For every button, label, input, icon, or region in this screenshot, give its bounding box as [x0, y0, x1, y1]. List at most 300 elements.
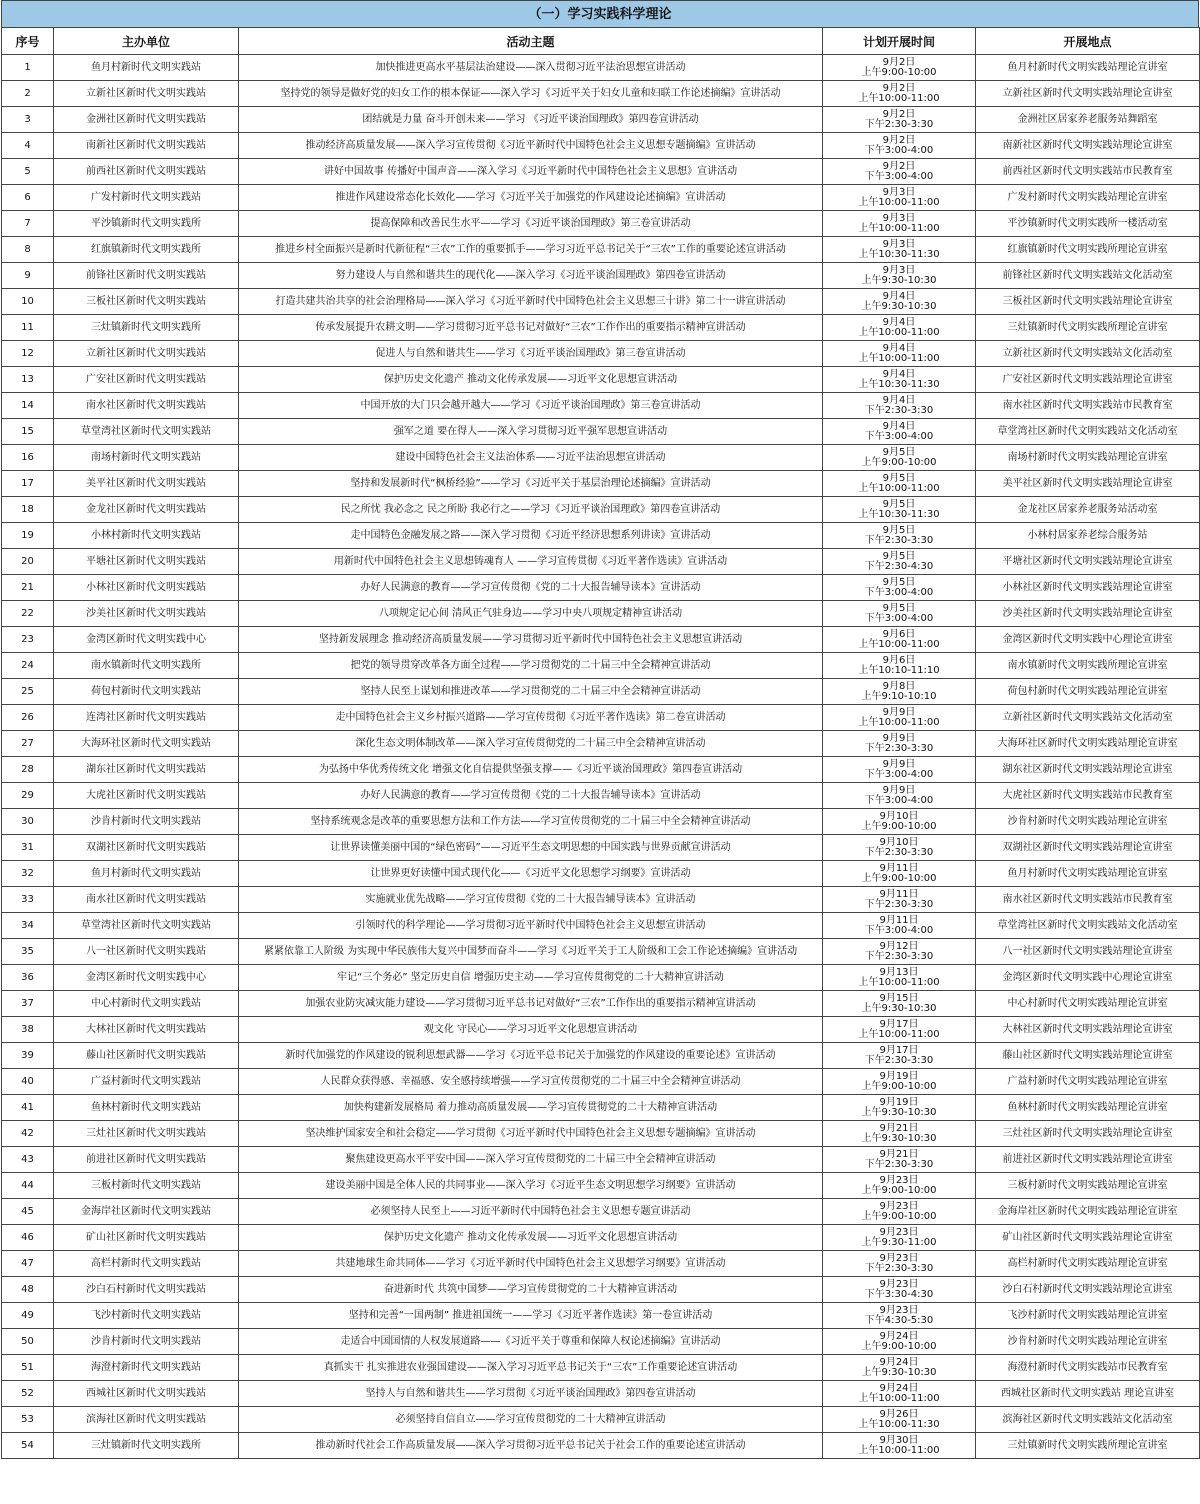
- row-index: 41: [2, 1095, 54, 1121]
- row-index: 37: [2, 991, 54, 1017]
- row-location: 沙美社区新时代文明实践站理论宣讲室: [976, 601, 1200, 627]
- row-hours: 上午10:00-11:00: [858, 92, 940, 104]
- row-theme: 坚持人与自然和谐共生——学习贯彻《习近平谈治国理政》第四卷宣讲活动: [239, 1381, 823, 1407]
- row-hours: 上午10:00-11:00: [858, 716, 940, 728]
- row-index: 48: [2, 1277, 54, 1303]
- section-title: （一）学习实践科学理论: [1, 0, 1199, 27]
- header-index: 序号: [2, 28, 54, 55]
- row-index: 2: [2, 81, 54, 107]
- row-location: 滨海社区新时代文明实践站文化活动室: [976, 1407, 1200, 1433]
- row-index: 21: [2, 575, 54, 601]
- row-theme: 打造共建共治共享的社会治理格局——深入学习《习近平新时代中国特色社会主义思想三十讲》第二十一讲宣讲活动: [239, 289, 823, 315]
- row-date: 9月13日: [879, 966, 919, 978]
- row-time: [823, 107, 976, 133]
- row-organizer: 红旗镇新时代文明实践所: [54, 237, 239, 263]
- table-row: [2, 939, 1200, 965]
- table-row: [2, 1173, 1200, 1199]
- row-date: 9月26日: [879, 1408, 919, 1420]
- row-index: 7: [2, 211, 54, 237]
- table-row: [2, 341, 1200, 367]
- row-hours: 下午4:30-5:30: [864, 1314, 934, 1326]
- row-location: 藤山社区新时代文明实践站理论宣讲室: [976, 1043, 1200, 1069]
- table-row: [2, 1043, 1200, 1069]
- row-time: [823, 1329, 976, 1355]
- table-row: [2, 757, 1200, 783]
- row-time: [823, 1147, 976, 1173]
- row-date: 9月4日: [882, 420, 916, 432]
- row-date: 9月9日: [882, 758, 916, 770]
- row-location: 飞沙村新时代文明实践站理论宣讲室: [976, 1303, 1200, 1329]
- row-time: [823, 1303, 976, 1329]
- row-time: [823, 289, 976, 315]
- row-location: 鱼林村新时代文明实践站理论宣讲室: [976, 1095, 1200, 1121]
- row-time: [823, 497, 976, 523]
- row-organizer: 南场村新时代文明实践站: [54, 445, 239, 471]
- row-organizer: 草堂湾社区新时代文明实践站: [54, 419, 239, 445]
- row-organizer: 沙肯村新时代文明实践站: [54, 1329, 239, 1355]
- row-location: 大虎社区新时代文明实践站市民教育室: [976, 783, 1200, 809]
- row-theme: 促进人与自然和谐共生——学习《习近平谈治国理政》第三卷宣讲活动: [239, 341, 823, 367]
- row-hours: 上午10:30-11:30: [858, 248, 940, 260]
- row-index: 34: [2, 913, 54, 939]
- row-organizer: 大林社区新时代文明实践站: [54, 1017, 239, 1043]
- row-time: [823, 211, 976, 237]
- row-hours: 上午9:00-10:00: [861, 66, 937, 78]
- row-theme: 坚持新发展理念 推动经济高质量发展——学习贯彻习近平新时代中国特色社会主义思想宣讲活动: [239, 627, 823, 653]
- table-row: [2, 1381, 1200, 1407]
- table-row: [2, 185, 1200, 211]
- row-organizer: 飞沙村新时代文明实践站: [54, 1303, 239, 1329]
- row-date: 9月19日: [879, 1070, 919, 1082]
- row-index: 45: [2, 1199, 54, 1225]
- row-time: [823, 185, 976, 211]
- row-theme: 坚持系统观念是改革的重要思想方法和工作方法——学习宣传贯彻党的二十届三中全会精神宣讲活动: [239, 809, 823, 835]
- row-time: [823, 133, 976, 159]
- row-organizer: 广益村新时代文明实践站: [54, 1069, 239, 1095]
- row-organizer: 三板村新时代文明实践站: [54, 1173, 239, 1199]
- table-row: [2, 861, 1200, 887]
- row-time: [823, 1043, 976, 1069]
- row-location: 南水社区新时代文明实践站市民教育室: [976, 887, 1200, 913]
- row-organizer: 三板社区新时代文明实践站: [54, 289, 239, 315]
- row-location: 三板社区新时代文明实践站理论宣讲室: [976, 289, 1200, 315]
- row-organizer: 金湾区新时代文明实践中心: [54, 965, 239, 991]
- table-row: [2, 991, 1200, 1017]
- table-row: [2, 523, 1200, 549]
- row-hours: 上午10:00-11:00: [858, 352, 940, 364]
- row-location: 鱼月村新时代文明实践站理论宣讲室: [976, 861, 1200, 887]
- table-row: [2, 1199, 1200, 1225]
- row-time: [823, 1277, 976, 1303]
- row-index: 12: [2, 341, 54, 367]
- table-row: [2, 367, 1200, 393]
- table-row: [2, 549, 1200, 575]
- row-date: 9月4日: [882, 368, 916, 380]
- row-hours: 上午9:30-11:00: [861, 1236, 937, 1248]
- row-date: 9月2日: [882, 108, 916, 120]
- schedule-page: [1, 0, 1199, 1459]
- table-row: [2, 211, 1200, 237]
- row-theme: 努力建设人与自然和谐共生的现代化——深入学习《习近平谈治国理政》第四卷宣讲活动: [239, 263, 823, 289]
- row-theme: 奋进新时代 共筑中国梦——学习宣传贯彻党的二十大精神宣讲活动: [239, 1277, 823, 1303]
- row-time: [823, 1381, 976, 1407]
- row-date: 9月5日: [882, 550, 916, 562]
- table-row: [2, 393, 1200, 419]
- table-row: [2, 1433, 1200, 1459]
- row-location: 八一社区新时代文明实践站理论宣讲室: [976, 939, 1200, 965]
- row-theme: 紧紧依靠工人阶级 为实现中华民族伟大复兴中国梦而奋斗——学习《习近平关于工人阶级和工会工作论述摘编》宣讲活动: [239, 939, 823, 965]
- table-row: [2, 55, 1200, 81]
- row-theme: 八项规定记心间 清风正气驻身边——学习中央八项规定精神宣讲活动: [239, 601, 823, 627]
- row-time: [823, 341, 976, 367]
- row-time: [823, 887, 976, 913]
- row-location: 美平社区新时代文明实践站理论宣讲室: [976, 471, 1200, 497]
- row-location: 中心村新时代文明实践站理论宣讲室: [976, 991, 1200, 1017]
- row-hours: 上午10:30-11:30: [858, 378, 940, 390]
- row-organizer: 金湾区新时代文明实践中心: [54, 627, 239, 653]
- row-index: 11: [2, 315, 54, 341]
- row-time: [823, 1407, 976, 1433]
- table-row: [2, 159, 1200, 185]
- row-theme: 坚持和发展新时代“枫桥经验”——学习《习近平关于基层治理论述摘编》宣讲活动: [239, 471, 823, 497]
- table-row: [2, 1121, 1200, 1147]
- row-location: 小林社区新时代文明实践站理论宣讲室: [976, 575, 1200, 601]
- table-row: [2, 809, 1200, 835]
- row-organizer: 金龙社区新时代文明实践站: [54, 497, 239, 523]
- row-time: [823, 393, 976, 419]
- row-index: 40: [2, 1069, 54, 1095]
- row-date: 9月11日: [879, 888, 919, 900]
- row-hours: 上午10:00-11:00: [858, 1392, 940, 1404]
- row-time: [823, 159, 976, 185]
- header-organizer: 主办单位: [54, 28, 239, 55]
- row-time: [823, 757, 976, 783]
- row-organizer: 矿山社区新时代文明实践站: [54, 1225, 239, 1251]
- row-time: [823, 705, 976, 731]
- row-time: [823, 575, 976, 601]
- row-organizer: 高栏村新时代文明实践站: [54, 1251, 239, 1277]
- row-hours: 上午9:00-10:00: [861, 820, 937, 832]
- header-row: [2, 28, 1200, 55]
- row-theme: 办好人民满意的教育——学习宣传贯彻《党的二十大报告辅导读本》宣讲活动: [239, 783, 823, 809]
- row-organizer: 鱼月村新时代文明实践站: [54, 55, 239, 81]
- row-index: 19: [2, 523, 54, 549]
- row-date: 9月3日: [882, 264, 916, 276]
- row-date: 9月2日: [882, 82, 916, 94]
- row-location: 大林社区新时代文明实践站理论宣讲室: [976, 1017, 1200, 1043]
- row-location: 西城社区新时代文明实践站 理论宣讲室: [976, 1381, 1200, 1407]
- row-index: 50: [2, 1329, 54, 1355]
- row-hours: 上午10:00-11:00: [858, 196, 940, 208]
- table-row: [2, 237, 1200, 263]
- row-hours: 上午10:10-11:10: [858, 664, 940, 676]
- row-organizer: 广发村新时代文明实践站: [54, 185, 239, 211]
- row-location: 南水社区新时代文明实践站市民教育室: [976, 393, 1200, 419]
- row-theme: 加强农业防灾减灾能力建设——学习贯彻习近平总书记对做好“三农”工作作出的重要指示精神宣讲活动: [239, 991, 823, 1017]
- table-row: [2, 497, 1200, 523]
- row-time: [823, 549, 976, 575]
- row-theme: 牢记“三个务必” 坚定历史自信 增强历史主动——学习宣传贯彻党的二十大精神宣讲活动: [239, 965, 823, 991]
- row-organizer: 八一社区新时代文明实践站: [54, 939, 239, 965]
- table-row: [2, 289, 1200, 315]
- row-hours: 上午9:30-10:30: [861, 274, 937, 286]
- row-index: 23: [2, 627, 54, 653]
- row-date: 9月5日: [882, 472, 916, 484]
- row-time: [823, 1251, 976, 1277]
- row-organizer: 平塘社区新时代文明实践站: [54, 549, 239, 575]
- row-theme: 新时代加强党的作风建设的锐利思想武器——学习《习近平总书记关于加强党的作风建设的重要论述》宣讲活动: [239, 1043, 823, 1069]
- row-date: 9月24日: [879, 1382, 919, 1394]
- row-time: [823, 783, 976, 809]
- row-index: 54: [2, 1433, 54, 1459]
- row-date: 9月21日: [879, 1148, 919, 1160]
- row-organizer: 金洲社区新时代文明实践站: [54, 107, 239, 133]
- header-location: 开展地点: [976, 28, 1200, 55]
- row-location: 沙白石村新时代文明实践站理论宣讲室: [976, 1277, 1200, 1303]
- row-hours: 下午3:00-4:00: [864, 612, 934, 624]
- row-hours: 下午2:30-4:30: [864, 560, 934, 572]
- row-theme: 保护历史文化遗产 推动文化传承发展——习近平文化思想宣讲活动: [239, 1225, 823, 1251]
- row-index: 36: [2, 965, 54, 991]
- row-organizer: 平沙镇新时代文明实践所: [54, 211, 239, 237]
- table-body: [2, 55, 1200, 1459]
- row-time: [823, 419, 976, 445]
- row-location: 广发村新时代文明实践站理论宣讲室: [976, 185, 1200, 211]
- header-time: 计划开展时间: [823, 28, 976, 55]
- row-index: 31: [2, 835, 54, 861]
- row-theme: 共建地球生命共同体——学习《习近平新时代中国特色社会主义思想学习纲要》宣讲活动: [239, 1251, 823, 1277]
- row-index: 32: [2, 861, 54, 887]
- row-time: [823, 1121, 976, 1147]
- row-date: 9月2日: [882, 160, 916, 172]
- row-date: 9月23日: [879, 1304, 919, 1316]
- row-time: [823, 445, 976, 471]
- row-location: 金洲社区居家养老服务站舞蹈室: [976, 107, 1200, 133]
- row-organizer: 鱼林村新时代文明实践站: [54, 1095, 239, 1121]
- row-hours: 下午2:30-3:30: [864, 846, 934, 858]
- row-time: [823, 1225, 976, 1251]
- row-organizer: 西城社区新时代文明实践站: [54, 1381, 239, 1407]
- row-theme: 提高保障和改善民生水平——学习《习近平谈治国理政》第三卷宣讲活动: [239, 211, 823, 237]
- row-theme: 把党的领导贯穿改革各方面全过程——学习贯彻党的二十届三中全会精神宣讲活动: [239, 653, 823, 679]
- row-date: 9月30日: [879, 1434, 919, 1446]
- row-theme: 推进乡村全面振兴是新时代新征程“三农”工作的重要抓手——学习习近平总书记关于“三农”工作的重要论述宣讲活动: [239, 237, 823, 263]
- row-index: 29: [2, 783, 54, 809]
- row-hours: 上午9:00-10:00: [861, 1184, 937, 1196]
- row-location: 沙肯村新时代文明实践站理论宣讲室: [976, 809, 1200, 835]
- row-time: [823, 731, 976, 757]
- table-row: [2, 1225, 1200, 1251]
- row-index: 13: [2, 367, 54, 393]
- table-row: [2, 1407, 1200, 1433]
- row-date: 9月24日: [879, 1356, 919, 1368]
- row-date: 9月23日: [879, 1226, 919, 1238]
- table-row: [2, 653, 1200, 679]
- row-time: [823, 523, 976, 549]
- row-time: [823, 367, 976, 393]
- row-location: 南新社区新时代文明实践站理论宣讲室: [976, 133, 1200, 159]
- row-hours: 上午9:30-10:30: [861, 1106, 937, 1118]
- row-time: [823, 1069, 976, 1095]
- table-row: [2, 913, 1200, 939]
- row-time: [823, 861, 976, 887]
- row-location: 湖东社区新时代文明实践站理论宣讲室: [976, 757, 1200, 783]
- row-location: 海澄村新时代文明实践站市民教育室: [976, 1355, 1200, 1381]
- row-hours: 上午10:00-11:30: [858, 1418, 940, 1430]
- row-hours: 上午9:10-10:10: [861, 690, 937, 702]
- row-theme: 建设美丽中国是全体人民的共同事业——深入学习《习近平生态文明思想学习纲要》宣讲活动: [239, 1173, 823, 1199]
- activity-table: [1, 27, 1200, 1459]
- row-hours: 上午10:00-11:00: [858, 326, 940, 338]
- row-theme: 用新时代中国特色社会主义思想铸魂育人 ——学习宣传贯彻《习近平著作选读》宣讲活动: [239, 549, 823, 575]
- row-organizer: 鱼月村新时代文明实践站: [54, 861, 239, 887]
- row-index: 15: [2, 419, 54, 445]
- row-time: [823, 965, 976, 991]
- row-hours: 上午10:00-11:00: [858, 1028, 940, 1040]
- row-organizer: 三灶镇新时代文明实践所: [54, 315, 239, 341]
- row-theme: 让世界更好读懂中国式现代化——《习近平文化思想学习纲要》宣讲活动: [239, 861, 823, 887]
- table-row: [2, 731, 1200, 757]
- row-organizer: 南新社区新时代文明实践站: [54, 133, 239, 159]
- table-row: [2, 705, 1200, 731]
- row-location: 前进社区新时代文明实践站理论宣讲室: [976, 1147, 1200, 1173]
- row-location: 前西社区新时代文明实践站市民教育室: [976, 159, 1200, 185]
- row-hours: 下午2:30-3:30: [864, 534, 934, 546]
- row-location: 立新社区新时代文明实践站文化活动室: [976, 705, 1200, 731]
- row-date: 9月8日: [882, 680, 916, 692]
- row-theme: 讲好中国故事 传播好中国声音——深入学习《习近平新时代中国特色社会主义思想》宣讲活动: [239, 159, 823, 185]
- row-index: 42: [2, 1121, 54, 1147]
- row-organizer: 金海岸社区新时代文明实践站: [54, 1199, 239, 1225]
- row-date: 9月5日: [882, 602, 916, 614]
- row-organizer: 藤山社区新时代文明实践站: [54, 1043, 239, 1069]
- row-date: 9月5日: [882, 446, 916, 458]
- row-date: 9月4日: [882, 316, 916, 328]
- table-row: [2, 1355, 1200, 1381]
- row-location: 金海岸社区新时代文明实践站理论宣讲室: [976, 1199, 1200, 1225]
- table-row: [2, 835, 1200, 861]
- row-theme: 为弘扬中华优秀传统文化 增强文化自信提供坚强支撑——《习近平谈治国理政》第四卷宣讲活动: [239, 757, 823, 783]
- row-index: 27: [2, 731, 54, 757]
- row-theme: 让世界读懂美丽中国的“绿色密码”——习近平生态文明思想的中国实践与世界贡献宣讲活动: [239, 835, 823, 861]
- row-theme: 观文化 守民心——学习习近平文化思想宣讲活动: [239, 1017, 823, 1043]
- row-hours: 下午2:30-3:30: [864, 1158, 934, 1170]
- row-organizer: 三灶社区新时代文明实践站: [54, 1121, 239, 1147]
- row-theme: 传承发展提升农耕文明——学习贯彻习近平总书记对做好“三农”工作作出的重要指示精神宣讲活动: [239, 315, 823, 341]
- row-hours: 上午9:00-10:00: [861, 872, 937, 884]
- row-index: 9: [2, 263, 54, 289]
- table-row: [2, 1329, 1200, 1355]
- row-date: 9月12日: [879, 940, 919, 952]
- table-row: [2, 1095, 1200, 1121]
- row-organizer: 前西社区新时代文明实践站: [54, 159, 239, 185]
- row-location: 沙肯村新时代文明实践站理论宣讲室: [976, 1329, 1200, 1355]
- row-organizer: 前进社区新时代文明实践站: [54, 1147, 239, 1173]
- table-row: [2, 887, 1200, 913]
- row-date: 9月5日: [882, 498, 916, 510]
- row-index: 43: [2, 1147, 54, 1173]
- row-theme: 走中国特色社会主义乡村振兴道路——学习宣传贯彻《习近平著作选读》第二卷宣讲活动: [239, 705, 823, 731]
- row-date: 9月17日: [879, 1044, 919, 1056]
- row-time: [823, 471, 976, 497]
- row-time: [823, 1017, 976, 1043]
- row-theme: 引领时代的科学理论——学习贯彻习近平新时代中国特色社会主义思想宣讲活动: [239, 913, 823, 939]
- row-location: 金湾区新时代文明实践中心理论宣讲室: [976, 627, 1200, 653]
- row-date: 9月4日: [882, 394, 916, 406]
- row-index: 14: [2, 393, 54, 419]
- row-location: 广安社区新时代文明实践站理论宣讲室: [976, 367, 1200, 393]
- row-hours: 下午3:00-4:00: [864, 144, 934, 156]
- row-index: 4: [2, 133, 54, 159]
- row-index: 25: [2, 679, 54, 705]
- row-location: 小林村居家养老综合服务站: [976, 523, 1200, 549]
- row-index: 49: [2, 1303, 54, 1329]
- row-theme: 推动经济高质量发展——深入学习宣传贯彻《习近平新时代中国特色社会主义思想专题摘编》宣讲活动: [239, 133, 823, 159]
- row-organizer: 沙美社区新时代文明实践站: [54, 601, 239, 627]
- row-location: 草堂湾社区新时代文明实践站文化活动室: [976, 913, 1200, 939]
- row-theme: 强军之道 要在得人——深入学习贯彻习近平强军思想宣讲活动: [239, 419, 823, 445]
- row-hours: 上午9:30-10:30: [861, 1366, 937, 1378]
- row-date: 9月3日: [882, 238, 916, 250]
- row-organizer: 湖东社区新时代文明实践站: [54, 757, 239, 783]
- row-organizer: 双湖社区新时代文明实践站: [54, 835, 239, 861]
- row-hours: 下午3:00-4:00: [864, 430, 934, 442]
- row-location: 前锋社区新时代文明实践站文化活动室: [976, 263, 1200, 289]
- row-hours: 上午9:00-10:00: [861, 1210, 937, 1222]
- row-hours: 上午9:30-10:30: [861, 1002, 937, 1014]
- row-hours: 下午2:30-3:30: [864, 404, 934, 416]
- row-organizer: 美平社区新时代文明实践站: [54, 471, 239, 497]
- row-hours: 上午10:30-11:30: [858, 508, 940, 520]
- row-date: 9月5日: [882, 524, 916, 536]
- row-theme: 人民群众获得感、幸福感、安全感持续增强——学习宣传贯彻党的二十届三中全会精神宣讲活动: [239, 1069, 823, 1095]
- row-location: 平塘社区新时代文明实践站理论宣讲室: [976, 549, 1200, 575]
- row-location: 南水镇新时代文明实践所理论宣讲室: [976, 653, 1200, 679]
- row-location: 双湖社区新时代文明实践站理论宣讲室: [976, 835, 1200, 861]
- row-date: 9月4日: [882, 342, 916, 354]
- row-hours: 下午2:30-3:30: [864, 898, 934, 910]
- row-time: [823, 55, 976, 81]
- row-organizer: 南水镇新时代文明实践所: [54, 653, 239, 679]
- row-location: 立新社区新时代文明实践站文化活动室: [976, 341, 1200, 367]
- row-index: 24: [2, 653, 54, 679]
- row-date: 9月4日: [882, 290, 916, 302]
- row-hours: 上午10:00-11:00: [858, 1444, 940, 1456]
- row-index: 18: [2, 497, 54, 523]
- row-theme: 坚持人民至上谋划和推进改革——学习贯彻党的二十届三中全会精神宣讲活动: [239, 679, 823, 705]
- row-date: 9月23日: [879, 1174, 919, 1186]
- row-theme: 加快构建新发展格局 着力推动高质量发展——学习宣传贯彻党的二十大精神宣讲活动: [239, 1095, 823, 1121]
- row-hours: 下午2:30-3:30: [864, 950, 934, 962]
- row-hours: 下午3:00-4:00: [864, 768, 934, 780]
- row-time: [823, 1095, 976, 1121]
- row-date: 9月17日: [879, 1018, 919, 1030]
- row-index: 6: [2, 185, 54, 211]
- row-hours: 下午2:30-3:30: [864, 742, 934, 754]
- row-time: [823, 315, 976, 341]
- row-date: 9月2日: [882, 134, 916, 146]
- row-theme: 必须坚持自信自立——学习宣传贯彻党的二十大精神宣讲活动: [239, 1407, 823, 1433]
- row-theme: 坚持党的领导是做好党的妇女工作的根本保证——深入学习《习近平关于妇女儿童和妇联工作论述摘编》宣讲活动: [239, 81, 823, 107]
- row-theme: 走适合中国国情的人权发展道路——《习近平关于尊重和保障人权论述摘编》宣讲活动: [239, 1329, 823, 1355]
- row-index: 33: [2, 887, 54, 913]
- row-hours: 下午3:00-4:00: [864, 170, 934, 182]
- row-hours: 下午2:30-3:30: [864, 118, 934, 130]
- row-hours: 下午3:00-4:00: [864, 794, 934, 806]
- row-hours: 上午9:30-10:30: [861, 300, 937, 312]
- row-date: 9月6日: [882, 654, 916, 666]
- row-index: 51: [2, 1355, 54, 1381]
